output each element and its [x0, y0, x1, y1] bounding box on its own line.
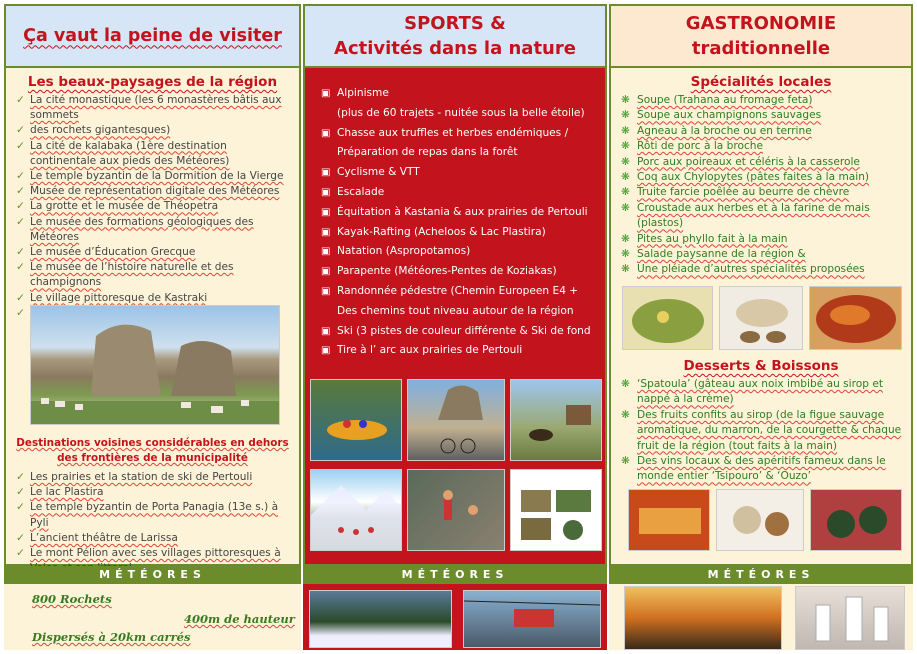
meteores-band-3: MÉTÉORES: [609, 566, 913, 584]
dessert-item: ❋ ‘Spatoula’ (gâteau aux noix imbibé au sirop et nappé à la crème): [621, 378, 883, 406]
sport-item: ▣ Escalade: [305, 183, 605, 203]
bullet-icon: ✓: [16, 215, 25, 228]
horse-riding-photo: [510, 379, 602, 461]
landscape-item: ✓ Le temple byzantin de la Dormition de la Vierge: [6, 169, 299, 184]
sport-item: ▣ Kayak-Rafting (Acheloos & Lac Plastira): [305, 223, 605, 243]
bullet-icon: ❋: [621, 155, 630, 168]
hiking-photo: [310, 469, 402, 551]
dessert-item: ❋ Des vins locaux & des apéritifs fameux dans le monde entier ‘Tsipouro’ & ‘Ouzo’: [621, 455, 886, 483]
bullet-icon: ✓: [16, 246, 25, 259]
destination-item: ✓ Les prairies et la station de ski de Pertouli: [6, 470, 299, 485]
destination-item: ✓ Le mont Pélion avec ses villages pittoresques à: [6, 546, 299, 576]
sports-title-line1: SPORTS &: [404, 13, 506, 34]
square-bullet-icon: ▣: [321, 246, 331, 258]
sport-item: Des chemins tout niveau autour de la région: [337, 304, 574, 317]
neighbor-destinations-heading: Destinations voisines considérables en dehors des frontières de la municipalité: [16, 437, 289, 464]
square-bullet-icon: ▣: [321, 167, 331, 179]
wine-barrels-photo: [624, 586, 782, 650]
square-bullet-icon: ▣: [321, 226, 331, 238]
snow-chalet-photo: [309, 590, 452, 648]
landscapes-heading: Les beaux-paysages de la région: [27, 74, 278, 90]
cycling-photo: [407, 379, 505, 461]
desserts-heading: Desserts & Boissons: [683, 358, 839, 374]
fact-area: Dispersés à 20km carrés: [32, 630, 191, 644]
spatoula-photo: [628, 489, 710, 551]
bullet-icon: ❋: [621, 140, 630, 153]
sport-item: ▣ Tire à l’ arc aux prairies de Pertouli: [305, 341, 605, 361]
bullet-icon: ✓: [16, 291, 25, 304]
bullet-icon: ❋: [621, 263, 630, 276]
sport-item: ▣ Ski (3 pistes de couleur différente & Ski de fond: [305, 322, 605, 342]
sports-header: [305, 6, 605, 68]
sports-title-line2: Activités dans la nature: [334, 38, 576, 59]
square-bullet-icon: ▣: [321, 127, 331, 139]
gastronomy-title-line1: GASTRONOMIE: [685, 13, 837, 34]
meteores-band-1: MÉTÉORES: [4, 566, 301, 584]
visit-title: Ça vaut la peine de visiter: [23, 25, 282, 46]
square-bullet-icon: ▣: [321, 325, 331, 337]
meteora-rocks-illustration: [31, 306, 280, 425]
bullet-icon: ✓: [16, 200, 25, 213]
meteores-band-2: MÉTÉORES: [303, 566, 607, 584]
bullet-icon: ✓: [16, 486, 25, 499]
candied-fruit-photo: [810, 489, 902, 551]
bullet-icon: ✓: [16, 94, 25, 106]
specialties-heading: Spécialités locales: [690, 74, 832, 90]
bullet-icon: ✓: [16, 124, 25, 137]
wine-photos-panel: [609, 584, 913, 650]
meat-dish-photo: [809, 286, 902, 350]
specialties-list: [611, 93, 911, 278]
specialty-item: ❋ Truite farcie poêlée au beurre de chèvre: [611, 185, 911, 200]
truffle-center-photo: [510, 469, 602, 551]
bullet-icon: ❋: [621, 455, 630, 468]
landscape-item: ✓ Le village pittoresque de Kastraki: [6, 291, 299, 306]
square-bullet-icon: ▣: [321, 206, 331, 218]
sport-item: Préparation de repas dans la forêt: [337, 146, 518, 159]
visit-header: [6, 6, 299, 68]
ouzo-glasses-photo: [795, 586, 905, 650]
sport-item: ▣ Natation (Aspropotamos): [305, 242, 605, 262]
fact-height: 400m de hauteur: [184, 612, 295, 626]
landscape-item: ✓ Le musée d’Éducation Grecque: [6, 245, 299, 260]
square-bullet-icon: ▣: [321, 88, 331, 99]
sport-item: ▣ Cyclisme & VTT: [305, 163, 605, 183]
bottom-band: [4, 566, 913, 652]
landscape-item: ✓ des rochets gigantesques): [6, 123, 299, 138]
bullet-icon: ❋: [621, 378, 630, 390]
sport-item: ▣ Équitation à Kastania & aux prairies de Pertouli: [305, 203, 605, 223]
landscape-item: ✓ La cité monastique (les 6 monastères bâtis aux sommets: [16, 94, 282, 122]
specialty-item: ❋ Pites au phyllo fait à la main: [611, 232, 911, 247]
ski-lift-photo: [463, 590, 601, 648]
desserts-section: [611, 356, 911, 485]
bullet-icon: ✓: [16, 261, 25, 274]
bullet-icon: ❋: [621, 109, 630, 122]
bullet-icon: ❋: [621, 186, 630, 199]
meteora-landscape-photo: [30, 305, 280, 425]
dessert-item: ❋ Des fruits confits au sirop (de la figue sauvage aromatique, du marron, de la courgette & chaque fruit de la région (tout faits à la main): [621, 408, 902, 452]
landscape-item: ✓ Le musée des formations géologiques des Météores: [16, 215, 254, 243]
bullet-icon: ❋: [621, 171, 630, 184]
bullet-icon: ❋: [621, 201, 630, 214]
bullet-icon: ✓: [16, 185, 25, 198]
landscape-item: ✓ Musée de représentation digitale des Météores: [6, 184, 299, 199]
destination-item: ✓ Le lac Plastira: [6, 485, 299, 500]
specialty-item: ❋ Porc aux poireaux et céléris à la casserole: [611, 155, 911, 170]
rafting-photo: [310, 379, 402, 461]
specialty-item: ❋ Coq aux Chylopytes (pâtes faites à la main): [611, 170, 911, 185]
bullet-icon: ❋: [621, 94, 630, 106]
landscape-item: ✓ La cité de kalabaka (1ère destination continentale aux pieds des Météores): [16, 139, 230, 167]
square-bullet-icon: ▣: [321, 186, 331, 198]
specialty-item: ❋ Soupe (Trahana au fromage feta): [611, 93, 911, 108]
bullet-icon: ❋: [621, 124, 630, 137]
destination-item: ✓ L’ancient théâtre de Larissa: [6, 531, 299, 546]
fact-rocks: 800 Rochets: [32, 592, 112, 606]
destination-item: ✓ Le temple byzantin de Porta Panagia (13e s.) à Pyli: [16, 501, 279, 529]
landscapes-list: [6, 93, 299, 321]
gastronomy-title-line2: traditionnelle: [691, 38, 831, 59]
bullet-icon: ✓: [16, 547, 25, 560]
sport-item: ▣ Randonnée pédestre (Chemin Europeen E4 +: [305, 282, 605, 302]
salad-photo: [622, 286, 713, 350]
bullet-icon: ✓: [16, 306, 25, 319]
bullet-icon: ✓: [16, 471, 25, 483]
dessert-plates-photo: [716, 489, 804, 551]
sport-item: ▣ Parapente (Météores-Pentes de Koziakas): [305, 262, 605, 282]
bullet-icon: ✓: [16, 170, 25, 183]
specialty-item: ❋ Rôti de porc à la broche: [611, 139, 911, 154]
sports-list: [305, 84, 605, 361]
sport-item: (plus de 60 trajets - nuitée sous la belle étoile): [337, 106, 585, 119]
landscape-item: ✓ La grotte et le musée de Théopetra: [6, 199, 299, 214]
bullet-icon: ❋: [621, 232, 630, 245]
specialty-item: ❋ Soupe aux champignons sauvages: [611, 108, 911, 123]
neighbor-destinations-list: [6, 470, 299, 576]
desserts-list: [611, 377, 911, 485]
square-bullet-icon: ▣: [321, 285, 331, 297]
bullet-icon: ❋: [621, 248, 630, 261]
sport-item: ▣ Alpinisme: [305, 84, 605, 104]
square-bullet-icon: ▣: [321, 345, 331, 357]
climbing-photo: [407, 469, 505, 551]
gastronomy-header: [611, 6, 911, 68]
bullet-icon: ✓: [16, 531, 25, 544]
landscape-item: ✓ Le musée de l’histoire naturelle et des champignons: [16, 261, 234, 289]
neighbor-destinations: [6, 436, 299, 576]
specialty-item: ❋ Croustade aux herbes et à la farine de mais (plastos): [621, 201, 870, 230]
specialty-item: ❋ Agneau à la broche ou en terrine: [611, 124, 911, 139]
bullet-icon: ✓: [16, 501, 25, 514]
sport-item: ▣ Chasse aux truffles et herbes endémiques /: [305, 124, 605, 144]
specialty-item: ❋ Une pléiade d’autres spécialités proposées: [611, 262, 911, 277]
specialty-item: ❋ Salade paysanne de la région &: [611, 247, 911, 262]
bullet-icon: ✓: [16, 139, 25, 152]
meteores-facts-panel: [4, 584, 301, 650]
bullet-icon: ❋: [621, 408, 630, 421]
square-bullet-icon: ▣: [321, 266, 331, 278]
mushroom-soup-photo: [719, 286, 803, 350]
winter-photos-panel: [303, 584, 607, 650]
